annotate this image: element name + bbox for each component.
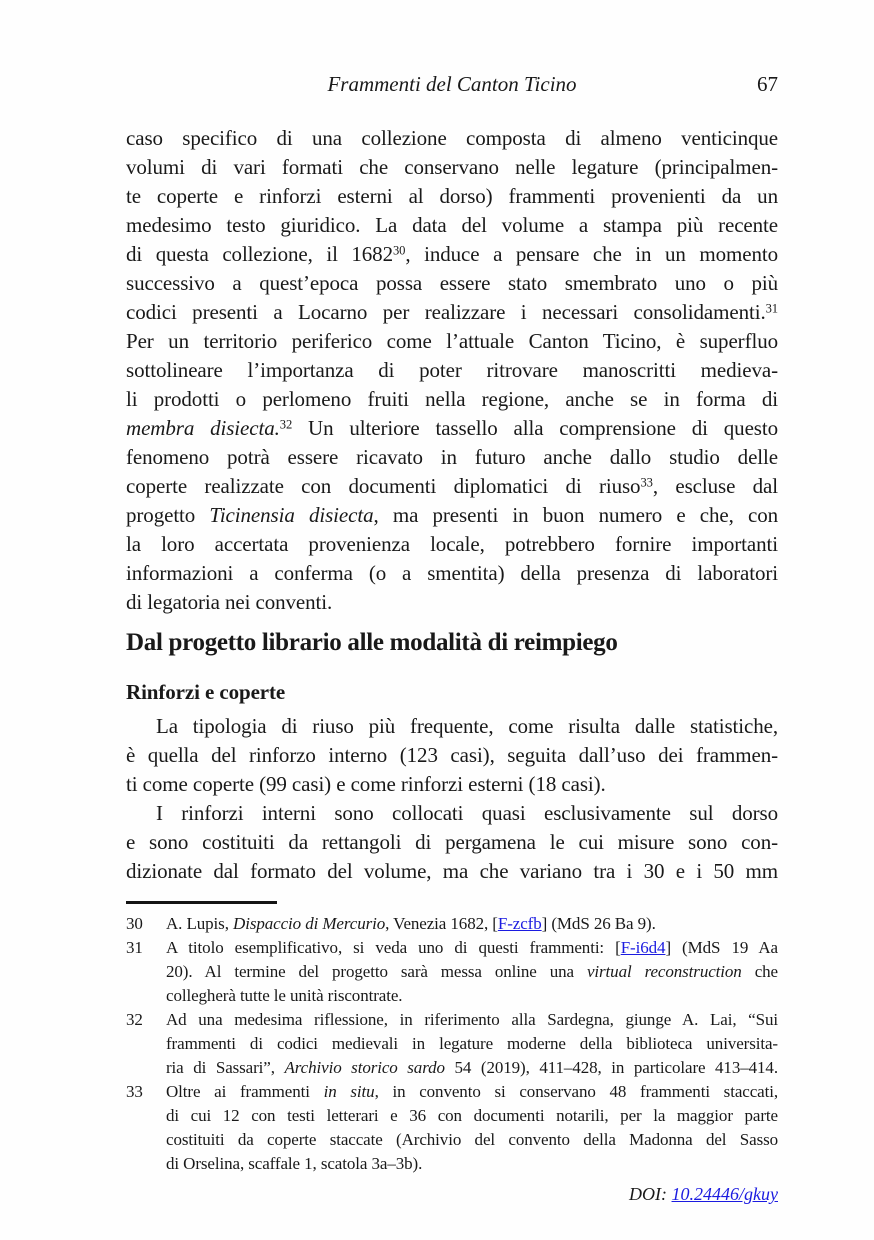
text-segment: Per un territorio periferico come l’attuale Canton Ticino, è superfluo (126, 329, 778, 353)
footnote-text (166, 912, 778, 936)
text-line (126, 770, 778, 799)
footnote-text (166, 1080, 778, 1176)
running-title: Frammenti del Canton Ticino (327, 72, 577, 96)
text-line (126, 385, 778, 414)
text-segment: , Venezia 1682, [ (385, 914, 498, 933)
text-line (166, 1128, 778, 1152)
subsection-heading: Rinforzi e coperte (126, 680, 286, 704)
text-segment: costituiti da coperte staccate (Archivio del convento della Madonna del Sasso (166, 1130, 778, 1149)
text-segment: ria di Sassari”, (166, 1058, 285, 1077)
text-line (126, 269, 778, 298)
text-segment: codici presenti a Locarno per realizzare i necessari consolidamenti. (126, 300, 766, 324)
footnote-text (166, 936, 778, 1008)
footnote (126, 912, 778, 936)
text-segment: progetto (126, 503, 210, 527)
text-segment: li prodotti o perlomeno fruiti nella regione, anche se in forma di (126, 387, 778, 411)
text-segment: Ad una medesima riflessione, in riferimento alla Sardegna, giunge A. Lai, “Sui (166, 1010, 778, 1029)
text-line (126, 501, 778, 530)
text-line (166, 912, 778, 936)
footnote-number: 33 (126, 1082, 143, 1101)
doi-link[interactable]: 10.24446/gkuy (671, 1184, 778, 1204)
text-segment: frammenti di codici medievali in legature moderne della biblioteca universita- (166, 1034, 778, 1053)
footnote (126, 936, 778, 1008)
page-number: 67 (757, 72, 778, 96)
text-segment: , escluse dal (652, 474, 778, 498)
doi-line (126, 1182, 778, 1206)
footnote-text (166, 1008, 778, 1080)
text-segment: virtual reconstruction (586, 962, 742, 981)
text-segment: la loro accertata provenienza locale, potrebbero fornire importanti (126, 532, 778, 556)
paragraph (126, 799, 778, 886)
text-line (126, 182, 778, 211)
text-segment: I rinforzi interni sono collocati quasi esclusivamente sul dorso (156, 801, 778, 825)
text-segment: 20). Al termine del progetto sarà messa online una (166, 962, 587, 981)
text-segment: di cui 12 con testi letterari e 36 con documenti notarili, per la maggior parte (166, 1106, 778, 1125)
text-segment: membra disiecta. (126, 416, 280, 440)
text-segment: volumi di vari formati che conservano nelle legature (principalmen- (126, 155, 778, 179)
running-head (126, 70, 778, 98)
text-segment: Oltre ai frammenti (166, 1082, 324, 1101)
text-line (126, 124, 778, 153)
text-line (126, 211, 778, 240)
text-line (166, 960, 778, 984)
text-segment: successivo a quest’epoca possa essere stato smembrato uno o più (126, 271, 778, 295)
text-segment: , in convento si conservano 48 frammenti staccati, (374, 1082, 778, 1101)
text-segment: , ma presenti in buon numero e che, con (373, 503, 778, 527)
footnote-link-f-i6d4[interactable]: F-i6d4 (620, 938, 666, 957)
text-line (126, 240, 778, 269)
text-line (166, 1152, 778, 1176)
text-segment: è quella del rinforzo interno (123 casi), seguita dall’uso dei frammen- (126, 743, 778, 767)
doi-label: DOI: (629, 1184, 672, 1204)
footnote-marker: 30 (392, 243, 406, 258)
text-line (126, 414, 778, 443)
text-segment: A titolo esemplificativo, si veda uno di questi frammenti: [ (166, 938, 621, 957)
text-segment: collegherà tutte le unità riscontrate. (166, 986, 403, 1005)
text-segment: Dispaccio di Mercurio (233, 914, 386, 933)
text-line (126, 799, 778, 828)
footnote-number: 31 (126, 938, 143, 957)
text-line (126, 588, 778, 617)
footnote-number: 32 (126, 1010, 143, 1029)
section-heading: Dal progetto librario alle modalità di reimpiego (126, 629, 618, 656)
text-line (126, 327, 778, 356)
footnotes-section (126, 912, 778, 1176)
footnote (126, 1080, 778, 1176)
text-line (126, 443, 778, 472)
text-segment: ] (MdS 26 Ba 9). (541, 914, 656, 933)
footnote-number: 30 (126, 914, 143, 933)
text-segment: 54 (2019), 411–428, in particolare 413–414. (444, 1058, 778, 1077)
text-line (166, 984, 778, 1008)
text-line (126, 530, 778, 559)
footnote-marker: 31 (765, 301, 778, 316)
footnote-marker: 33 (640, 475, 653, 490)
text-line (126, 472, 778, 501)
footnote (126, 1008, 778, 1080)
text-segment: in situ (323, 1082, 375, 1101)
text-segment: , induce a pensare che in un momento (405, 242, 778, 266)
text-segment: medesimo testo giuridico. La data del volume a stampa più recente (126, 213, 778, 237)
text-line (166, 1104, 778, 1128)
text-segment: ] (MdS 19 Aa (665, 938, 778, 957)
text-line (126, 356, 778, 385)
text-line (126, 298, 778, 327)
footnote-rule (126, 901, 277, 904)
text-segment: ti come coperte (99 casi) e come rinforzi esterni (18 casi). (126, 772, 606, 796)
text-segment: informazioni a conferma (o a smentita) della presenza di laboratori (126, 561, 778, 585)
text-line (126, 857, 778, 886)
text-segment: Archivio storico sardo (284, 1058, 445, 1077)
text-segment: te coperte e rinforzi esterni al dorso) frammenti provenienti da un (126, 184, 778, 208)
text-line (166, 1056, 778, 1080)
text-segment: e sono costituiti da rettangoli di pergamena le cui misure sono con- (126, 830, 778, 854)
paragraph (126, 712, 778, 799)
text-segment: di Orselina, scaffale 1, scatola 3a–3b). (166, 1154, 423, 1173)
text-line (166, 1080, 778, 1104)
footnote-marker: 32 (279, 417, 293, 432)
text-line (126, 153, 778, 182)
text-line (126, 828, 778, 857)
text-segment: che (741, 962, 778, 981)
text-segment: Ticinensia disiecta (209, 503, 374, 527)
text-segment: A. Lupis, (166, 914, 234, 933)
text-line (126, 741, 778, 770)
text-line (166, 1008, 778, 1032)
page-content (126, 70, 778, 1206)
text-segment: di questa collezione, il 1682 (126, 242, 393, 266)
text-line (166, 936, 778, 960)
paragraph (126, 124, 778, 617)
text-line (126, 712, 778, 741)
text-line (166, 1032, 778, 1056)
text-segment: caso specifico di una collezione composta di almeno venticinque (126, 126, 778, 150)
footnote-link-f-zcfb[interactable]: F-zcfb (497, 914, 542, 933)
page-body (126, 124, 778, 886)
text-segment: fenomeno potrà essere ricavato in futuro anche dallo studio delle (126, 445, 778, 469)
text-segment: sottolineare l’importanza di poter ritrovare manoscritti medieva- (126, 358, 778, 382)
text-line (126, 559, 778, 588)
text-segment: dizionate dal formato del volume, ma che variano tra i 30 e i 50 mm (126, 859, 778, 883)
text-segment: Un ulteriore tassello alla comprensione di questo (292, 416, 778, 440)
text-segment: La tipologia di riuso più frequente, come risulta dalle statistiche, (156, 714, 778, 738)
text-segment: di legatoria nei conventi. (126, 590, 333, 614)
text-segment: coperte realizzate con documenti diplomatici di riuso (126, 474, 641, 498)
